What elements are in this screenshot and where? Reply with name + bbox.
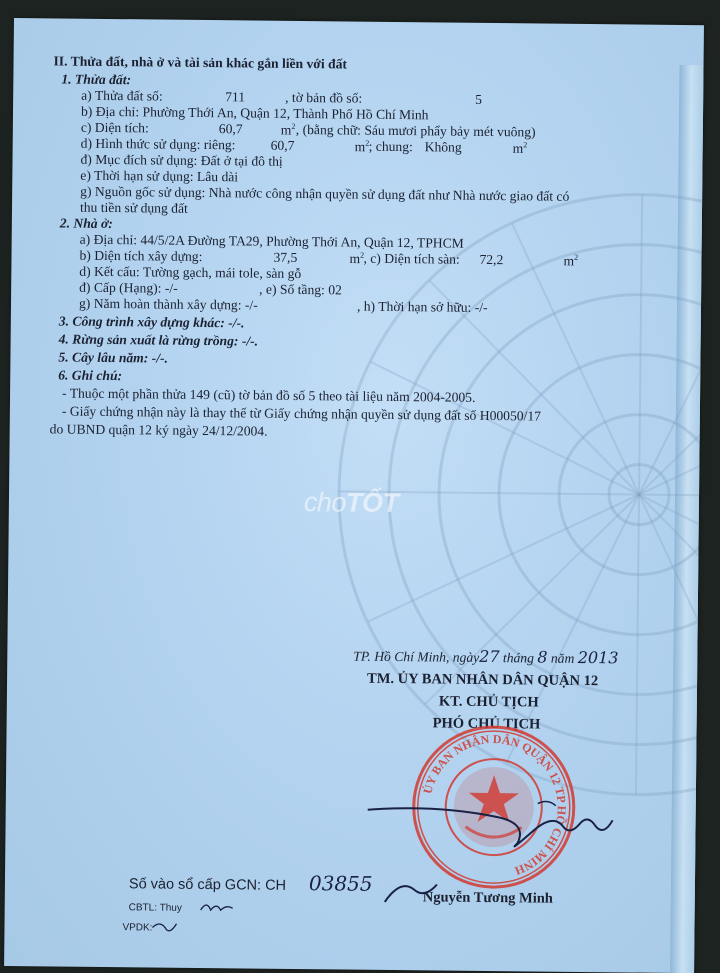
vpdk-initials bbox=[150, 917, 180, 935]
signature bbox=[357, 782, 638, 865]
house-floors: , e) Số tầng: 02 bbox=[259, 281, 342, 298]
land-heading: 1. Thửa đất: bbox=[61, 71, 132, 88]
notes-line3: do UBND quận 12 ký ngày 24/12/2004. bbox=[49, 421, 268, 439]
registry-label: Số vào sổ cấp GCN: CH bbox=[128, 876, 287, 894]
land-purpose: đ) Mục đích sử dụng: Đất ở tại đô thị bbox=[80, 151, 283, 169]
stamp-text: ỦY BAN NHÂN DÂN QUẬN 12 TP HỒ CHÍ MINH bbox=[420, 731, 569, 879]
land-map-label: , tờ bản đồ số: bbox=[285, 89, 363, 106]
signing-title-1: KT. CHỦ TỊCH bbox=[438, 693, 539, 711]
house-floor-area-unit: $m^2$ bbox=[563, 252, 579, 269]
house-build-area-label: b) Diện tích xây dựng: bbox=[79, 247, 203, 264]
other-constructions: 3. Công trình xây dựng khác: -/-. bbox=[58, 313, 245, 331]
land-term: e) Thời hạn sử dụng: Lâu dài bbox=[80, 167, 239, 185]
section-title: II. Thửa đất, nhà ở và tài sản khác gắn liền với đất bbox=[53, 53, 348, 72]
place-date: TP. Hồ Chí Minh, ngày27 tháng 8 năm 2013 bbox=[353, 646, 619, 668]
registry-number: 03855 bbox=[308, 871, 373, 896]
land-area-value: 60,7 bbox=[218, 121, 243, 137]
certificate-page bbox=[4, 18, 704, 973]
house-address: a) Địa chỉ: 44/5/2A Đường TA29, Phường Thới An, Quận 12, TPHCM bbox=[79, 231, 464, 251]
land-usage-common-unit: $m^2$ bbox=[512, 140, 528, 156]
signer-name: Nguyễn Tương Minh bbox=[422, 889, 553, 907]
house-floor-area-value: 72,2 bbox=[479, 251, 504, 268]
house-structure: d) Kết cấu: Tường gạch, mái tole, sàn gỗ bbox=[79, 263, 302, 282]
production-forest: 4. Rừng sản xuất là rừng trồng: -/-. bbox=[58, 331, 259, 349]
house-grade: đ) Cấp (Hạng): -/- bbox=[79, 279, 178, 296]
land-origin-line1: g) Nguồn gốc sử dụng: Nhà nước công nhận quyền sử dụng đất như Nhà nước giao đất có bbox=[80, 183, 570, 204]
cbtl-label: CBTL: Thuy bbox=[128, 902, 182, 914]
land-area-unit: $m^2$ bbox=[280, 121, 296, 138]
land-usage-private-unit: $m^2$ bbox=[354, 138, 370, 155]
land-usage-common-label: ; chung: bbox=[368, 138, 413, 155]
cbtl-initials bbox=[199, 898, 239, 916]
signing-org: TM. ỦY BAN NHÂN DÂN QUẬN 12 bbox=[367, 670, 599, 690]
house-heading: 2. Nhà ở: bbox=[59, 215, 113, 232]
land-usage-private: 60,7 bbox=[270, 137, 295, 153]
land-map-value: 5 bbox=[475, 91, 483, 107]
signer-pen-mark bbox=[381, 872, 441, 913]
house-build-area-value: 37,5 bbox=[273, 249, 298, 265]
house-floor-area-label: , c) Diện tích sàn: bbox=[363, 250, 460, 267]
land-address: b) Địa chỉ: Phường Thới An, Quận 12, Thành Phố Hồ Chí Minh bbox=[80, 103, 429, 123]
perennial-trees: 5. Cây lâu năm: -/-. bbox=[58, 349, 169, 366]
chotot-watermark: choTỐT bbox=[303, 487, 399, 519]
signing-title-2: PHÓ CHỦ TỊCH bbox=[432, 715, 541, 733]
vpdk-label: VPDK: bbox=[122, 922, 153, 934]
land-usage-form-label: d) Hình thức sử dụng: riêng: bbox=[80, 135, 236, 153]
house-ownership-term: , h) Thời hạn sở hữu: -/- bbox=[356, 298, 488, 315]
land-usage-common: Không bbox=[424, 139, 462, 155]
notes-line1: - Thuộc một phần thửa 149 (cũ) tờ bản đồ số 5 theo tài liệu năm 2004-2005. bbox=[61, 385, 476, 405]
land-area-label: c) Diện tích: bbox=[80, 119, 149, 136]
land-parcel-label: a) Thửa đất số: bbox=[81, 87, 163, 104]
notes-line2: - Giấy chứng nhận này là thay thế từ Giấy chứng nhận quyền sử dụng đất số H00050/17 bbox=[61, 403, 542, 424]
land-area-words: , (bằng chữ: Sáu mươi phẩy bảy mét vuông) bbox=[295, 121, 536, 140]
land-origin-line2: thu tiền sử dụng đất bbox=[79, 199, 188, 216]
house-completion-year: g) Năm hoàn thành xây dựng: -/- bbox=[78, 295, 258, 313]
notes-heading: 6. Ghi chú: bbox=[58, 367, 123, 384]
house-build-area-unit: $m^2$ bbox=[349, 250, 365, 267]
land-parcel-value: 711 bbox=[225, 89, 246, 105]
